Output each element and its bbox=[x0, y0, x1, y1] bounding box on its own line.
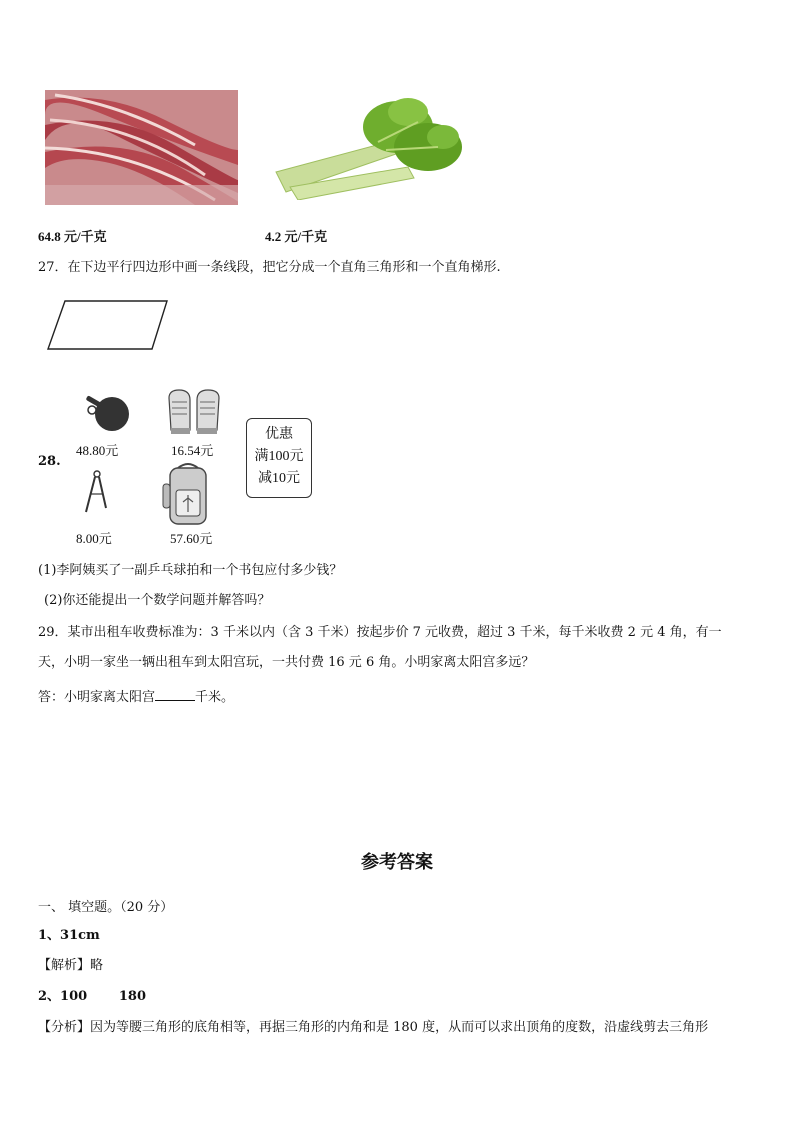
meat-price: 64.8 元/千克 bbox=[38, 229, 107, 244]
compass-price: 8.00元 bbox=[76, 531, 112, 546]
promo-title: 优惠 bbox=[265, 427, 293, 442]
answer-2: 2、100 180 bbox=[38, 989, 146, 1004]
answer-2-note: 【分析】因为等腰三角形的底角相等，再据三角形的内角和是 180 度，从而可以求出顶角的度数，沿虚线剪去三角形 bbox=[38, 1020, 709, 1035]
q28-sub2: (2)你还能提出一个数学问题并解答吗？ bbox=[44, 593, 271, 608]
compass-icon bbox=[82, 468, 112, 518]
answers-section: 一、 填空题。（20 分） bbox=[38, 900, 174, 915]
answer-blank[interactable] bbox=[155, 688, 195, 701]
gloves-icon bbox=[163, 388, 225, 438]
answer-1-note: 【解析】略 bbox=[38, 958, 104, 973]
backpack-icon bbox=[160, 460, 216, 526]
q27-text: 27．在下边平行四边形中画一条线段，把它分成一个直角三角形和一个直角梯形. bbox=[38, 260, 501, 275]
backpack-price: 57.60元 bbox=[170, 531, 213, 546]
q29-line1: 29．某市出租车收费标准为：3 千米以内（含 3 千米）按起步价 7 元收费，超过 3 千米，每千米收费 2 元 4 角，有一 bbox=[38, 625, 722, 640]
q29-line2: 天，小明一家坐一辆出租车到太阳宫玩，一共付费 16 元 6 角。小明家离太阳宫多远？ bbox=[38, 655, 535, 670]
q28-number: 28. bbox=[38, 454, 61, 469]
q29-answer bbox=[38, 688, 234, 706]
ping-pong-paddle-icon bbox=[76, 390, 136, 435]
q28-sub1: (1)李阿姨买了一副乒乓球拍和一个书包应付多少钱？ bbox=[38, 563, 343, 578]
paddle-price: 48.80元 bbox=[76, 443, 119, 458]
answers-title: 参考答案 bbox=[361, 852, 433, 873]
meat-image bbox=[45, 90, 238, 205]
promo-threshold: 满100元 bbox=[254, 449, 304, 464]
q29-answer-suffix: 千米。 bbox=[195, 690, 235, 705]
celtuce-price: 4.2 元/千克 bbox=[265, 229, 328, 244]
promo-discount: 减10元 bbox=[258, 471, 300, 486]
answer-1: 1、31cm bbox=[38, 928, 100, 943]
q29-answer-prefix: 答：小明家离太阳宫 bbox=[38, 690, 156, 705]
promo-box bbox=[246, 418, 312, 498]
celtuce-image bbox=[268, 92, 468, 200]
gloves-price: 16.54元 bbox=[171, 443, 214, 458]
parallelogram-figure bbox=[40, 285, 180, 355]
